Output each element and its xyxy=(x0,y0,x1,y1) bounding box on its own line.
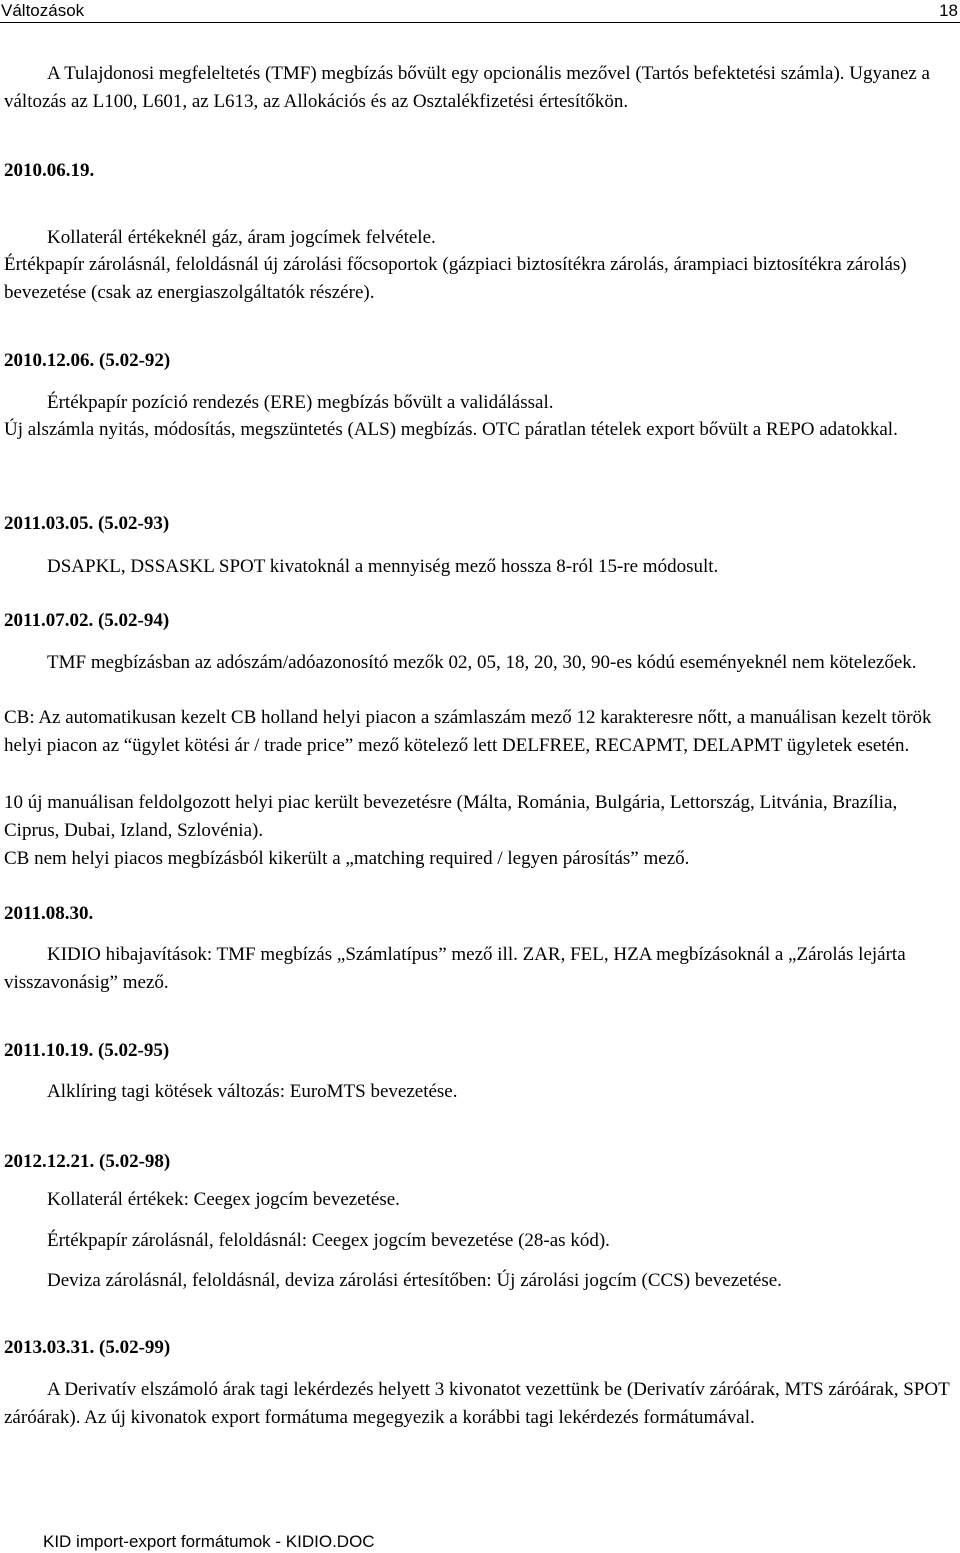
page-footer: KID import-export formátumok - KIDIO.DOC xyxy=(43,1532,375,1551)
section-date-heading: 2011.07.02. (5.02-94) xyxy=(4,610,170,631)
section-date-heading: 2012.12.21. (5.02-98) xyxy=(4,1151,171,1172)
paragraph: DSAPKL, DSSASKL SPOT kivatoknál a mennyiség mező hossza 8-ról 15-re módosult. xyxy=(47,556,719,577)
paragraph: Értékpapír zárolásnál, feloldásnál új zárolási főcsoportok (gázpiaci biztosítékra zárolás, árampiaci biztosítékra zárolás) bevezetése (csak az energiaszolgáltatók részére). xyxy=(4,254,907,303)
paragraph: TMF megbízásban az adószám/adóazonosító mezők 02, 05, 18, 20, 30, 90-es kódú eseményeknél nem kötelezőek. xyxy=(47,652,917,673)
paragraph: 10 új manuálisan feldolgozott helyi piac került bevezetésre (Málta, Románia, Bulgária, Lettország, Litvánia, Brazília, Ciprus, Dubai, Izland, Szlovénia). xyxy=(4,792,898,841)
section-date-heading: 2011.08.30. xyxy=(4,903,94,924)
paragraph: Új alszámla nyitás, módosítás, megszüntetés (ALS) megbízás. OTC páratlan tételek export bővült a REPO adatokkal. xyxy=(4,419,898,440)
paragraph: A Tulajdonosi megfeleltetés (TMF) megbízás bővült egy opcionális mezővel (Tartós befektetési számla). Ugyanez a változás az L100, L601, az L613, az Allokációs és az Osztalékfizetési értesítőkön. xyxy=(4,63,930,112)
paragraph: Értékpapír zárolásnál, feloldásnál: Ceegex jogcím bevezetése (28-as kód). xyxy=(47,1230,610,1251)
paragraph: CB nem helyi piacos megbízásból kikerült a „matching required / legyen párosítás” mező. xyxy=(4,848,690,869)
paragraph: Deviza zárolásnál, feloldásnál, deviza zárolási értesítőben: Új zárolási jogcím (CCS) bevezetése. xyxy=(47,1270,782,1291)
section-date-heading: 2011.03.05. (5.02-93) xyxy=(4,513,170,534)
paragraph: Kollaterál értékeknél gáz, áram jogcímek felvétele. xyxy=(47,227,436,248)
paragraph: Alklíring tagi kötések változás: EuroMTS bevezetése. xyxy=(47,1081,458,1102)
paragraph: KIDIO hibajavítások: TMF megbízás „Számlatípus” mező ill. ZAR, FEL, HZA megbízásoknál a „Zárolás lejárta visszavonásig” mező. xyxy=(4,944,906,993)
page-number: 18 xyxy=(939,1,958,20)
section-date-heading: 2013.03.31. (5.02-99) xyxy=(4,1337,171,1358)
section-date-heading: 2010.06.19. xyxy=(4,160,95,181)
section-date-heading: 2011.10.19. (5.02-95) xyxy=(4,1040,170,1061)
paragraph: CB: Az automatikusan kezelt CB holland helyi piacon a számlaszám mező 12 karakteresre nőtt, a manuálisan kezelt török helyi piacon az “ügylet kötési ár / trade price” mező kötelező lett DELFREE, RECAPMT, DELAPMT ügyletek esetén. xyxy=(4,707,932,756)
paragraph: Értékpapír pozíció rendezés (ERE) megbízás bővült a validálással. xyxy=(47,392,554,413)
section-date-heading: 2010.12.06. (5.02-92) xyxy=(4,350,171,371)
paragraph: A Derivatív elszámoló árak tagi lekérdezés helyett 3 kivonatot vezettünk be (Derivatív záróárak, MTS záróárak, SPOT záróárak). Az új kivonatok export formátuma megegyezik a korábbi tagi lekérdezés formátumával. xyxy=(4,1379,950,1428)
header-title: Változások xyxy=(1,1,85,20)
page-header xyxy=(0,0,960,23)
paragraph: Kollaterál értékek: Ceegex jogcím bevezetése. xyxy=(47,1189,400,1210)
